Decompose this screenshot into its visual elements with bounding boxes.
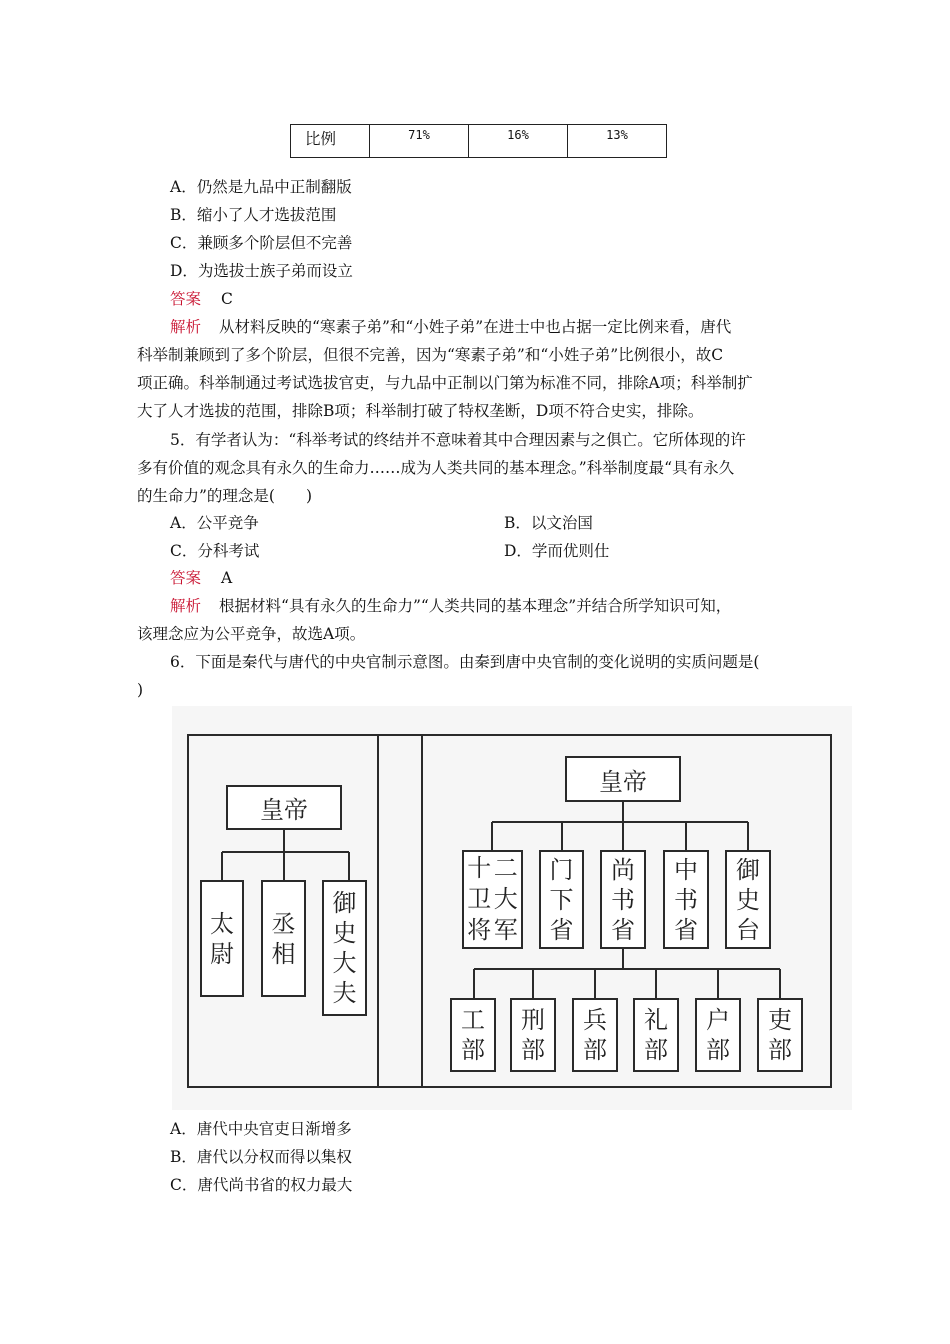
diagram-char: 中 bbox=[674, 855, 698, 884]
answer-value: C bbox=[221, 290, 233, 308]
diagram-char: 台 bbox=[736, 915, 760, 944]
option-c: C．分科考试 bbox=[170, 542, 260, 560]
qin-office-box bbox=[200, 880, 244, 997]
answer-value: A bbox=[221, 569, 233, 587]
diagram-char: 书 bbox=[674, 885, 698, 914]
diagram-char: 部 bbox=[461, 1036, 485, 1064]
qin-office-box bbox=[261, 880, 306, 997]
diagram-char: 大 bbox=[332, 949, 357, 977]
option-a: A．唐代中央官吏日渐增多 bbox=[170, 1120, 352, 1138]
diagram-char: 史 bbox=[736, 885, 760, 914]
option-d: D．为选拔士族子弟而设立 bbox=[170, 262, 353, 280]
diagram-char: 省 bbox=[674, 915, 698, 944]
analysis-text: 科举制兼顾到了多个阶层，但很不完善，因为“寒素子弟”和“小姓子弟”比例很小，故C bbox=[137, 346, 724, 364]
option-c: C．唐代尚书省的权力最大 bbox=[170, 1176, 353, 1194]
diagram-char: 夫 bbox=[332, 979, 357, 1007]
diagram-char: 省 bbox=[549, 915, 574, 944]
tang-office-box bbox=[539, 850, 584, 949]
analysis-line bbox=[170, 317, 731, 337]
option-b: B．唐代以分权而得以集权 bbox=[170, 1148, 352, 1166]
diagram-char: 部 bbox=[521, 1036, 545, 1064]
diagram-char: 吏 bbox=[768, 1006, 792, 1034]
official-system-diagram bbox=[172, 706, 852, 1110]
qin-office-box bbox=[322, 880, 367, 1016]
tang-office-box bbox=[462, 850, 523, 949]
diagram-char: 工 bbox=[461, 1006, 485, 1034]
answer-line bbox=[170, 289, 233, 309]
table-row bbox=[291, 125, 667, 158]
table-cell: 13% bbox=[568, 125, 667, 158]
option-b: B．缩小了人才选拔范围 bbox=[170, 206, 337, 224]
option-d: D．学而优则仕 bbox=[504, 542, 610, 560]
diagram-char: 部 bbox=[768, 1036, 792, 1064]
answer-label: 答案 bbox=[170, 290, 202, 308]
question-stem: 6．下面是秦代与唐代的中央官制示意图。由秦到唐中央官制的变化说明的实质问题是( bbox=[170, 653, 760, 671]
answer-label: 答案 bbox=[170, 569, 202, 587]
question-stem: 5．有学者认为：“科举考试的终结并不意味着其中合理因素与之俱亡。它所体现的许 bbox=[170, 431, 746, 449]
analysis-text: 项正确。科举制通过考试选拔官吏，与九品中正制以门第为标准不同，排除A项；科举制扩 bbox=[137, 374, 753, 392]
question-stem: 的生命力”的理念是( ) bbox=[137, 487, 313, 505]
diagram-char: 书 bbox=[611, 885, 635, 914]
tang-ministry-box bbox=[695, 998, 741, 1072]
diagram-char: 十 bbox=[467, 854, 492, 882]
table-row-label: 比例 bbox=[291, 125, 370, 158]
analysis-label: 解析 bbox=[170, 318, 202, 336]
answer-line bbox=[170, 568, 232, 588]
diagram-char: 大 bbox=[493, 885, 518, 913]
diagram-char: 部 bbox=[583, 1036, 607, 1064]
tang-ministry-box bbox=[633, 998, 679, 1072]
diagram-char: 户 bbox=[706, 1006, 730, 1034]
option-b: B．以文治国 bbox=[504, 514, 593, 532]
question-stem: 多有价值的观念具有永久的生命力……成为人类共同的基本理念。”科举制度最“具有永久 bbox=[137, 459, 735, 477]
diagram-char: 尉 bbox=[210, 939, 234, 968]
diagram-char: 卫 bbox=[467, 885, 492, 913]
tang-office-box bbox=[600, 850, 646, 949]
diagram-char: 省 bbox=[611, 915, 635, 944]
diagram-char: 御 bbox=[736, 855, 760, 884]
table-cell: 16% bbox=[469, 125, 568, 158]
ratio-table bbox=[290, 124, 667, 158]
analysis-text: 根据材料“具有永久的生命力”“人类共同的基本理念”并结合所学知识可知， bbox=[219, 597, 732, 615]
diagram-char: 下 bbox=[549, 885, 574, 914]
option-c: C．兼顾多个阶层但不完善 bbox=[170, 234, 353, 252]
diagram-char: 丞 bbox=[271, 909, 296, 938]
diagram-char: 刑 bbox=[521, 1006, 545, 1034]
table-cell: 71% bbox=[370, 125, 469, 158]
analysis-text: 大了人才选拔的范围，排除B项；科举制打破了特权垄断，D项不符合史实，排除。 bbox=[137, 402, 704, 420]
diagram-char: 部 bbox=[644, 1036, 668, 1064]
option-a: A．仍然是九品中正制翻版 bbox=[170, 178, 352, 196]
diagram-char: 尚 bbox=[611, 855, 635, 884]
qin-emperor-box: 皇帝 bbox=[226, 785, 342, 830]
tang-ministry-box bbox=[450, 998, 496, 1072]
diagram-char: 部 bbox=[706, 1036, 730, 1064]
tang-ministry-box bbox=[572, 998, 618, 1072]
analysis-text: 从材料反映的“寒素子弟”和“小姓子弟”在进士中也占据一定比例来看，唐代 bbox=[219, 318, 732, 336]
analysis-line bbox=[170, 596, 731, 616]
tang-office-box bbox=[663, 850, 709, 949]
diagram-char: 史 bbox=[332, 919, 357, 947]
analysis-label: 解析 bbox=[170, 597, 202, 615]
tang-office-box bbox=[725, 850, 771, 949]
tang-ministry-box bbox=[757, 998, 803, 1072]
diagram-char: 将 bbox=[467, 916, 492, 944]
question-stem: ) bbox=[137, 681, 144, 699]
diagram-char: 二 bbox=[493, 854, 518, 882]
diagram-char: 门 bbox=[549, 855, 574, 884]
tang-ministry-box bbox=[510, 998, 556, 1072]
tang-emperor-box: 皇帝 bbox=[565, 756, 681, 802]
diagram-char: 相 bbox=[271, 939, 296, 968]
diagram-char: 兵 bbox=[583, 1006, 607, 1034]
option-a: A．公平竞争 bbox=[170, 514, 259, 532]
diagram-char: 太 bbox=[210, 909, 234, 938]
diagram-char: 御 bbox=[332, 889, 357, 917]
diagram-char: 礼 bbox=[644, 1006, 668, 1034]
analysis-text: 该理念应为公平竞争，故选A项。 bbox=[137, 625, 366, 643]
diagram-char: 军 bbox=[493, 916, 518, 944]
